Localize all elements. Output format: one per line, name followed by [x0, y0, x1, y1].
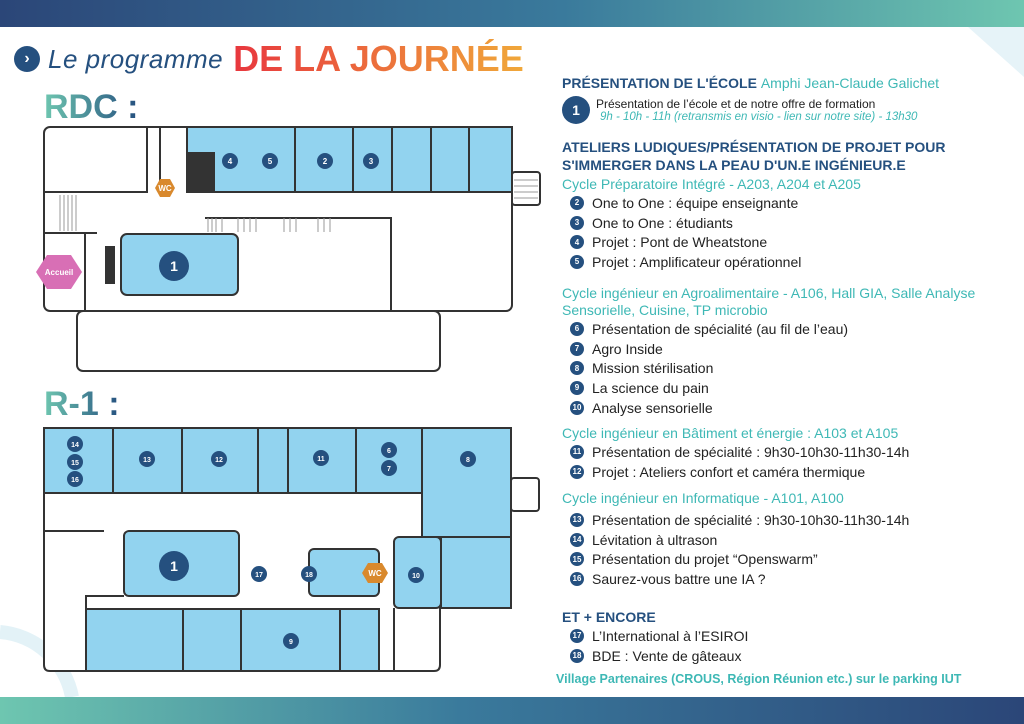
badge: 15: [570, 552, 584, 566]
badge: 7: [570, 342, 584, 356]
marker: 12: [215, 457, 223, 464]
cycle-title: Cycle Préparatoire Intégré - A203, A204 et A205: [562, 176, 861, 192]
encore-section: [562, 608, 1012, 665]
badge: 8: [570, 361, 584, 375]
item-text: Projet : Ateliers confort et caméra thermique: [592, 463, 866, 480]
marker: 14: [71, 442, 79, 449]
heading-line: S'IMMERGER DANS LA PEAU D'UN.E INGÉNIEUR.E: [562, 157, 906, 173]
item-text: Agro Inside: [592, 340, 663, 357]
marker: 3: [368, 157, 374, 166]
rdc-plan: [44, 127, 540, 371]
title-light: Le programme: [48, 43, 224, 74]
heading-line: ATELIERS LUDIQUES/PRÉSENTATION DE PROJET POUR: [562, 139, 946, 155]
item-text: Saurez-vous battre une IA ?: [592, 570, 766, 587]
cycle-section: [562, 425, 1012, 481]
decoration: [954, 27, 1024, 77]
badge: 17: [570, 629, 584, 643]
cycle-section: [562, 285, 1012, 417]
section-title: PRÉSENTATION DE L'ÉCOLE: [562, 75, 757, 91]
marker: 15: [71, 460, 79, 467]
badge: 3: [570, 216, 584, 230]
badge: 10: [570, 401, 584, 415]
item-text: Projet : Amplificateur opérationnel: [592, 253, 802, 270]
item-text: One to One : étudiants: [592, 214, 733, 231]
item-text: Lévitation à ultrason: [592, 531, 718, 548]
item-text: Projet : Pont de Wheatstone: [592, 234, 768, 251]
village-note: Village Partenaires (CROUS, Région Réunion etc.) sur le parking IUT: [556, 672, 962, 686]
badge: 2: [570, 196, 584, 210]
badge: 13: [570, 513, 584, 527]
badge: 6: [570, 322, 584, 336]
badge: 18: [570, 649, 584, 663]
item-text: Présentation de spécialité : 9h30-10h30-11h30-14h: [592, 443, 910, 460]
marker: 13: [143, 457, 151, 464]
marker: 1: [170, 558, 178, 574]
marker: 18: [305, 572, 313, 579]
badge: 11: [570, 445, 584, 459]
accueil-marker: Accueil: [44, 268, 74, 277]
item-text: Présentation de spécialité : 9h30-10h30-11h30-14h: [592, 511, 910, 528]
section-title: ET + ENCORE: [562, 609, 656, 625]
presentation-section: [562, 74, 1012, 124]
marker: 5: [267, 157, 273, 166]
item-text: Présentation de spécialité (au fil de l’eau): [592, 320, 849, 337]
badge: 12: [570, 465, 584, 479]
item-text: La science du pain: [592, 379, 709, 396]
cycle-title: Cycle ingénieur en Bâtiment et énergie : A103 et A105: [562, 425, 899, 441]
wc-marker: WC: [368, 569, 382, 578]
cycle-section: [562, 490, 1012, 589]
badge: 4: [570, 235, 584, 249]
cycle-title: Cycle ingénieur en Informatique - A101, A100: [562, 490, 844, 506]
cycle-title: Cycle ingénieur en Agroalimentaire - A106, Hall GIA, Salle Analyse Sensorielle, Cuisine, TP microbio: [562, 285, 976, 318]
chevron-right-icon: ›: [14, 46, 40, 72]
title-bold: DE LA JOURNÉE: [233, 38, 524, 79]
marker: 7: [387, 466, 391, 473]
item-text: Mission stérilisation: [592, 360, 714, 377]
wc-marker: WC: [158, 184, 172, 193]
badge: 14: [570, 533, 584, 547]
item-text: Analyse sensorielle: [592, 399, 713, 416]
item-times: 9h - 10h - 11h (retransmis en visio - lien sur notre site) - 13h30: [600, 111, 918, 123]
floor-label-rdc: RDC :: [44, 88, 139, 126]
location: Amphi Jean-Claude Galichet: [760, 75, 940, 91]
item-text: BDE : Vente de gâteaux: [592, 647, 742, 664]
marker: 11: [317, 456, 325, 463]
marker: 2: [322, 157, 328, 166]
marker: 10: [412, 573, 420, 580]
badge: 9: [570, 381, 584, 395]
badge: 16: [570, 572, 584, 586]
marker: 17: [255, 572, 263, 579]
item-text: Présentation du projet “Openswarm”: [592, 551, 818, 568]
item-text: L’International à l’ESIROI: [592, 627, 749, 644]
marker: 4: [227, 157, 233, 166]
item-text: One to One : équipe enseignante: [592, 194, 799, 211]
badge: 5: [570, 255, 584, 269]
marker: 1: [170, 258, 178, 274]
floor-label-r1: R-1 :: [44, 385, 120, 423]
cycle-section: [562, 176, 1012, 272]
marker: 9: [289, 639, 293, 646]
item-text: Présentation de l’école et de notre offre de formation: [596, 97, 876, 111]
ateliers-heading: [562, 138, 1012, 174]
bottom-banner: [0, 697, 1024, 724]
badge: 1: [562, 96, 590, 124]
marker: 16: [71, 477, 79, 484]
marker: 6: [387, 448, 391, 455]
marker: 8: [466, 457, 470, 464]
